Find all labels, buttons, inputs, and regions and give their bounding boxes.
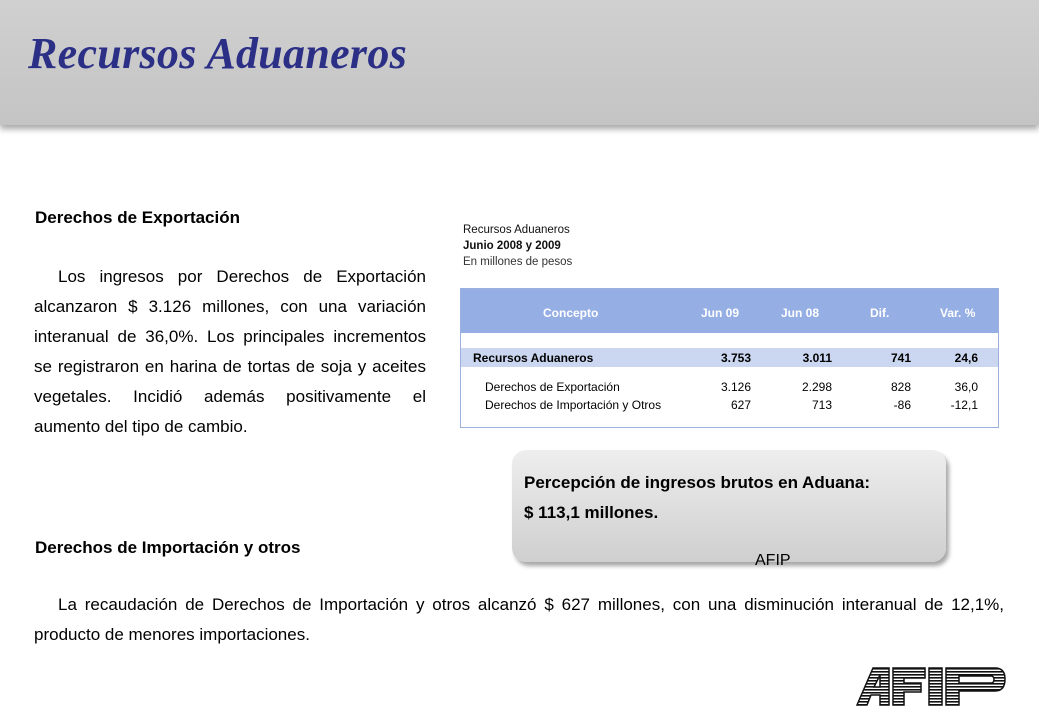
table-row xyxy=(461,395,998,413)
row-var: -12,1 xyxy=(950,398,978,412)
row-dif: 741 xyxy=(890,351,911,365)
header-var: Var. % xyxy=(940,306,976,320)
row-concept: Derechos de Exportación xyxy=(485,380,620,394)
row-var: 36,0 xyxy=(954,380,978,394)
row-jun09: 3.753 xyxy=(720,351,751,365)
callout-text xyxy=(524,468,870,528)
row-concept: Recursos Aduaneros xyxy=(473,351,594,365)
row-jun08: 2.298 xyxy=(801,380,832,394)
table-row xyxy=(461,348,998,367)
header-dif: Dif. xyxy=(870,306,890,320)
afip-logo-icon xyxy=(755,552,1007,707)
callout-line2: $ 113,1 millones. xyxy=(524,503,659,522)
row-jun08: 3.011 xyxy=(802,351,832,365)
page-title: Recursos Aduaneros xyxy=(28,29,408,78)
import-paragraph: La recaudación de Derechos de Importación y otros alcanzó $ 627 millones, con una disminución interanual de 12,1%, producto de menores importaciones. xyxy=(34,595,1004,644)
revenue-table xyxy=(460,288,999,428)
logo-text: AFIP xyxy=(755,552,791,569)
row-dif: -86 xyxy=(893,398,911,412)
export-heading: Derechos de Exportación xyxy=(35,208,241,227)
header-concepto: Concepto xyxy=(543,306,599,320)
row-jun09: 3.126 xyxy=(720,380,751,394)
table-caption-title: Recursos Aduaneros xyxy=(463,224,570,236)
table-caption xyxy=(463,222,572,270)
table-header xyxy=(461,289,998,333)
table-caption-units: En millones de pesos xyxy=(463,256,573,268)
row-dif: 828 xyxy=(890,380,911,394)
row-var: 24,6 xyxy=(954,351,978,365)
row-jun09: 627 xyxy=(730,398,751,412)
table-caption-period: Junio 2008 y 2009 xyxy=(463,240,561,252)
callout-box xyxy=(512,450,946,562)
title-banner xyxy=(0,0,1039,125)
header-jun09: Jun 09 xyxy=(701,306,740,320)
export-paragraph: Los ingresos por Derechos de Exportación alcanzaron $ 3.126 millones, con una variación interanual de 36,0%. Los principales incrementos se registraron en harina de tortas de soja y aceites vegetales. Incidió además positivamente el aumento del tipo de cambio. xyxy=(34,267,426,436)
header-jun08: Jun 08 xyxy=(781,306,820,320)
table-row xyxy=(461,377,998,395)
row-jun08: 713 xyxy=(811,398,832,412)
callout-line1: Percepción de ingresos brutos en Aduana: xyxy=(524,473,871,492)
import-heading: Derechos de Importación y otros xyxy=(35,538,301,557)
row-concept: Derechos de Importación y Otros xyxy=(485,398,662,412)
table-spacer xyxy=(461,333,998,348)
